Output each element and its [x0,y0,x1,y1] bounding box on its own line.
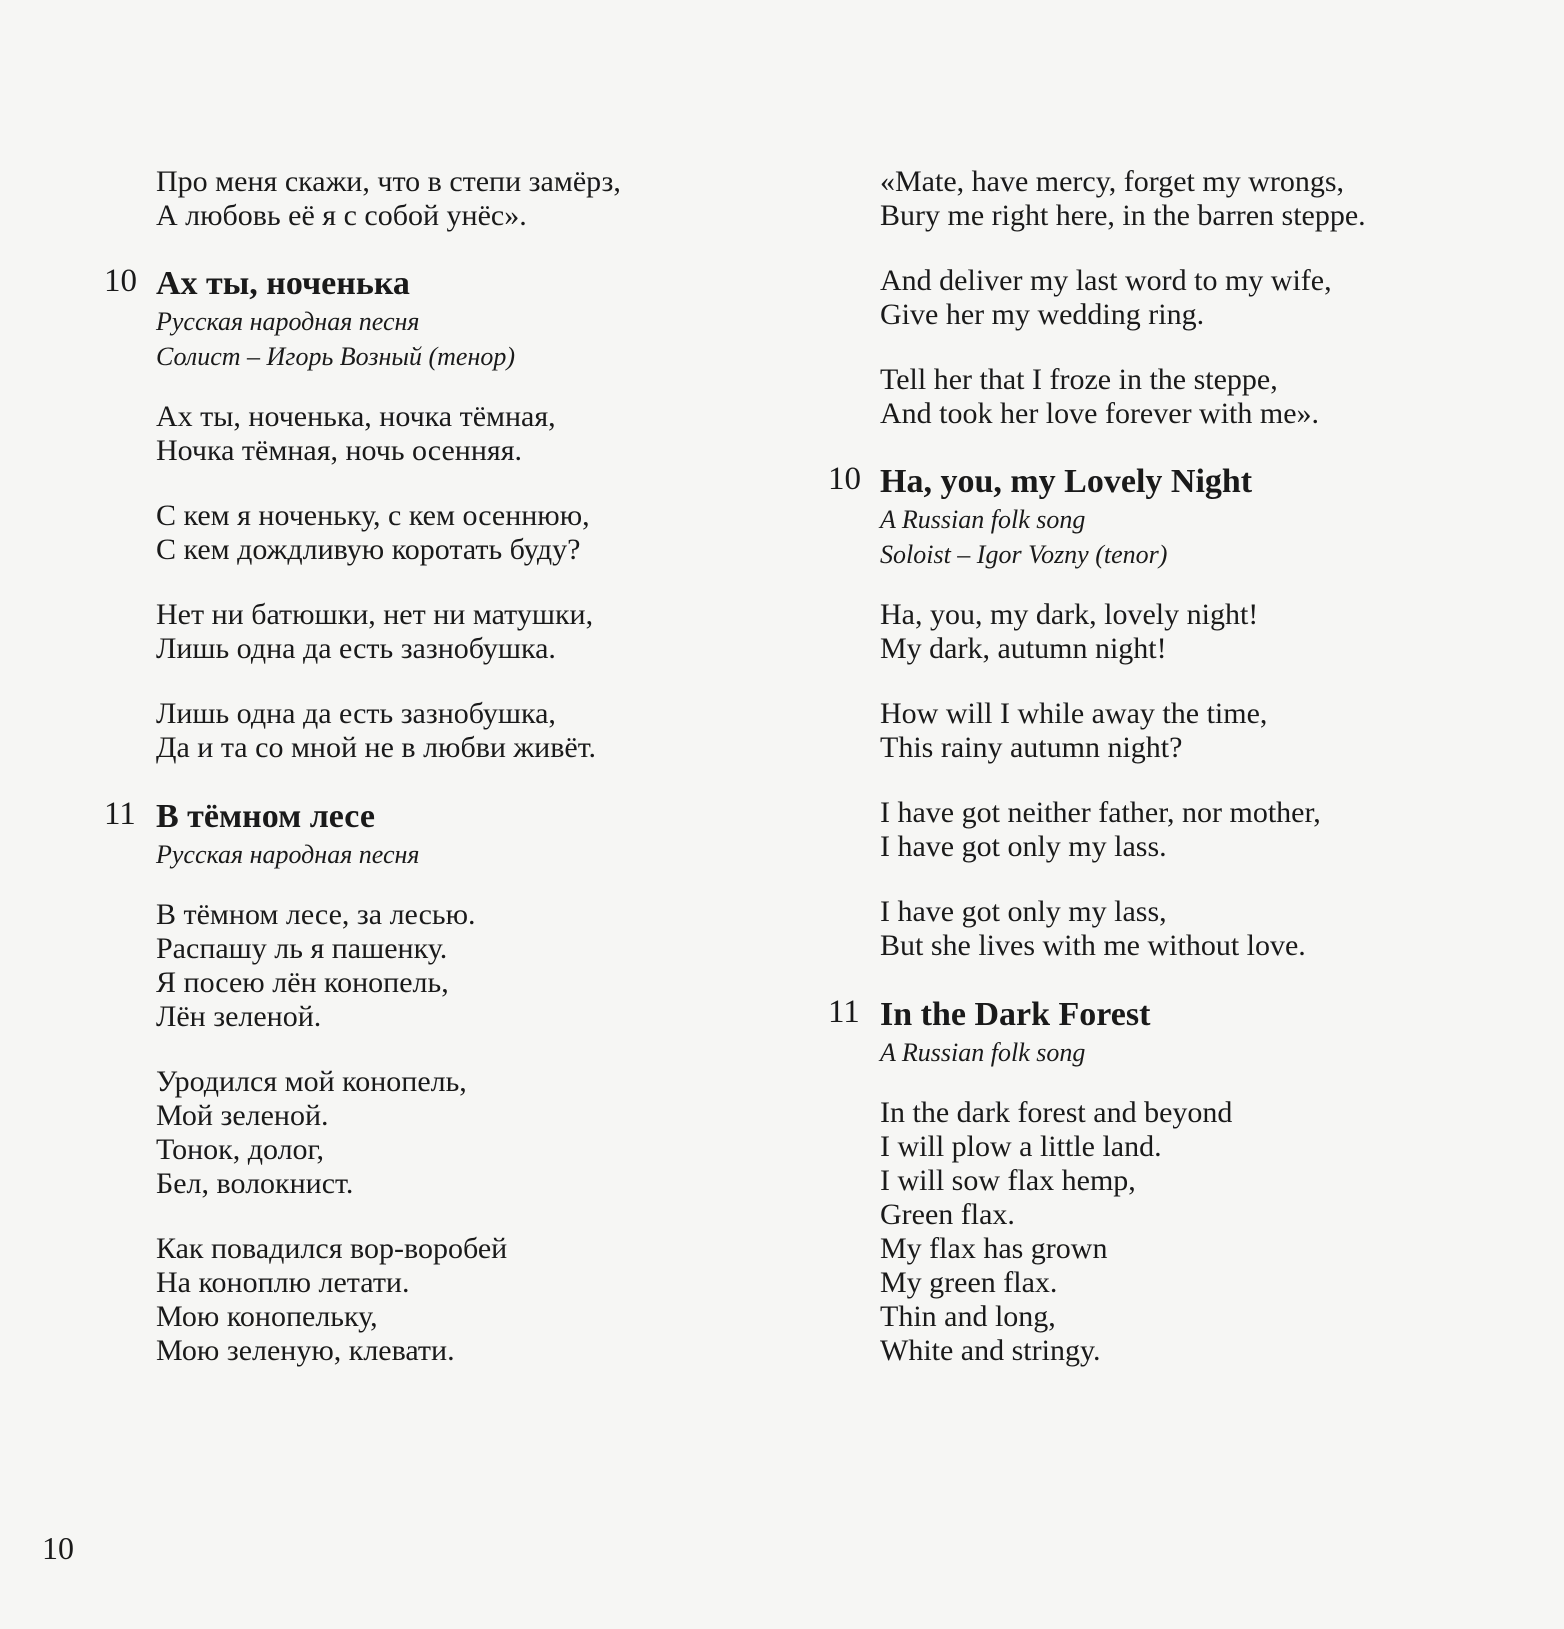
lyric-line: С кем я ноченьку, с кем осеннюю, [156,499,590,532]
lyric-line: I will plow a little land. [880,1130,1162,1163]
song-section [828,462,1528,963]
lyric-line: Мою зеленую, клевати. [156,1334,455,1367]
lyric-line: Green flax. [880,1198,1015,1231]
stanza [156,697,764,765]
song-header [880,995,1528,1070]
lyric-line: Лишь одна да есть зазнобушка, [156,697,556,730]
stanza [880,264,1528,332]
lyric-line: My dark, autumn night! [880,632,1167,665]
song-credit: Русская народная песня [156,307,420,336]
stanza [156,165,764,233]
song-credit: A Russian folk song [880,1038,1086,1067]
stanza [156,898,764,1034]
lyric-line: Уродился мой конопель, [156,1065,467,1098]
song-section [104,797,764,1368]
lyric-line: Bury me right here, in the barren steppe. [880,199,1366,232]
stanza [156,400,764,468]
song-section [828,995,1528,1368]
lyric-line: This rainy autumn night? [880,731,1183,764]
song-title: Ha, you, my Lovely Night [880,463,1253,500]
lyric-line: I have got neither father, nor mother, [880,796,1321,829]
lyric-line: Лишь одна да есть зазнобушка. [156,632,556,665]
lyric-line: Ночка тёмная, ночь осенняя. [156,434,522,467]
stanza [156,598,764,666]
lyric-line: My green flax. [880,1266,1058,1299]
lyric-line: Как повадился вор-воробей [156,1232,508,1265]
lyric-line: But she lives with me without love. [880,929,1306,962]
stanza [880,1096,1528,1368]
lyric-line: Тонок, долог, [156,1133,324,1166]
lyric-line: Бел, волокнист. [156,1167,354,1200]
stanza [880,796,1528,864]
continuation-stanzas [880,165,1528,431]
song-section [104,264,764,765]
stanza [156,1232,764,1368]
song-credit: Soloist – Igor Vozny (tenor) [880,540,1168,569]
lyric-line: Лён зеленой. [156,1000,322,1033]
lyric-line: Ах ты, ноченька, ночка тёмная, [156,400,556,433]
song-body [156,797,764,1368]
stanza [156,499,764,567]
lyric-line: My flax has grown [880,1232,1108,1265]
stanza [880,165,1528,233]
lyric-line: Распашу ль я пашенку. [156,932,448,965]
song-body [880,462,1528,963]
song-credit: Солист – Игорь Возный (тенор) [156,342,515,371]
lyric-line: Мою конопельку, [156,1300,378,1333]
lyric-line: White and stringy. [880,1334,1101,1367]
lyric-line: I have got only my lass, [880,895,1167,928]
lyric-line: And deliver my last word to my wife, [880,264,1332,297]
lyric-line: Give her my wedding ring. [880,298,1205,331]
lyric-line: Да и та со мной не в любви живёт. [156,731,597,764]
lyric-line: Я посею лён конопель, [156,966,449,999]
track-number: 10 [828,461,861,497]
russian-column [104,165,764,1400]
lyric-line: How will I while away the time, [880,697,1268,730]
song-body [880,995,1528,1368]
lyric-line: «Mate, have mercy, forget my wrongs, [880,165,1345,198]
song-header [880,462,1528,572]
track-number: 11 [828,994,860,1030]
stanza [156,1065,764,1201]
track-number: 10 [104,263,137,299]
song-title: Ах ты, ноченька [156,265,410,302]
stanza [880,697,1528,765]
lyric-line: А любовь её я с собой унёс». [156,199,527,232]
song-credit: Русская народная песня [156,840,420,869]
continuation-stanzas [156,165,764,233]
lyric-line: In the dark forest and beyond [880,1096,1233,1129]
song-body [156,264,764,765]
lyric-line: В тёмном лесе, за лесью. [156,898,476,931]
track-number: 11 [104,796,136,832]
lyric-line: Нет ни батюшки, нет ни матушки, [156,598,594,631]
lyric-line: Thin and long, [880,1300,1056,1333]
song-header [156,797,764,872]
lyric-line: And took her love forever with me». [880,397,1320,430]
lyric-line: Ha, you, my dark, lovely night! [880,598,1259,631]
lyric-line: I will sow flax hemp, [880,1164,1136,1197]
stanza [880,363,1528,431]
lyric-line: I have got only my lass. [880,830,1167,863]
page-number: 10 [42,1530,74,1566]
lyric-line: С кем дождливую коротать буду? [156,533,581,566]
song-title: In the Dark Forest [880,996,1151,1033]
lyric-line: Tell her that I froze in the steppe, [880,363,1278,396]
lyric-line: Мой зеленой. [156,1099,329,1132]
lyric-line: Про меня скажи, что в степи замёрз, [156,165,621,198]
stanza [880,895,1528,963]
stanza [880,598,1528,666]
lyric-line: На коноплю летати. [156,1266,410,1299]
song-credit: A Russian folk song [880,505,1086,534]
song-header [156,264,764,374]
song-title: В тёмном лесе [156,798,375,835]
english-column [828,165,1528,1400]
